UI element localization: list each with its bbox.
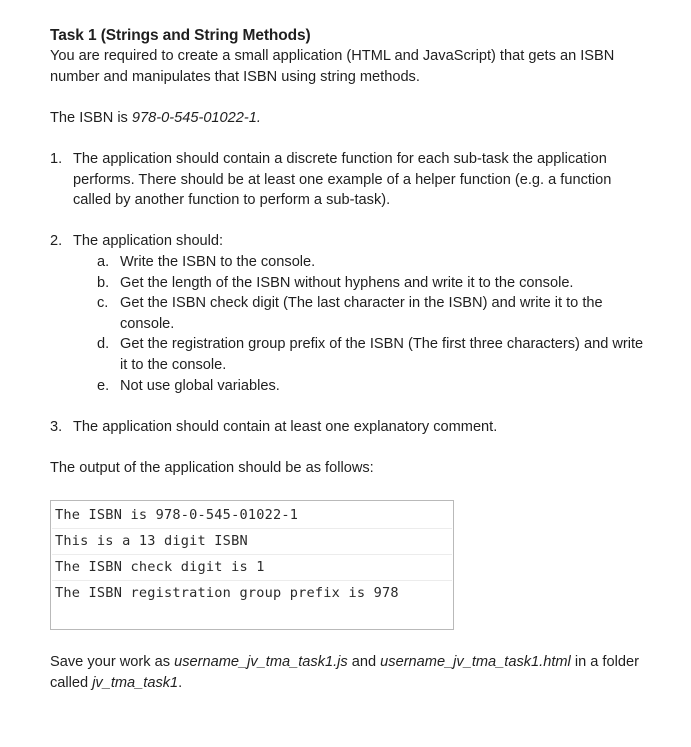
sub-list-letter: d. xyxy=(97,336,110,353)
list-text: The application should contain a discrete function for each sub-task the application performs. There should be at least one example of a helper function (e.g. a function called by another function to perform a sub-task). xyxy=(73,150,612,209)
sub-list-text: Get the ISBN check digit (The last character in the ISBN) and write it to the console. xyxy=(120,295,603,332)
sub-list-text: Not use global variables. xyxy=(120,377,280,394)
sub-list-item xyxy=(97,252,650,273)
task-document xyxy=(50,26,650,478)
output-intro: The output of the application should be as follows: xyxy=(50,459,374,476)
sub-list-text: Write the ISBN to the console. xyxy=(120,253,316,270)
sub-list-letter: c. xyxy=(97,295,109,312)
list-number: 3. xyxy=(50,418,63,435)
isbn-value: 978-0-545-01022-1. xyxy=(131,109,261,126)
console-output-box xyxy=(50,500,454,630)
isbn-statement xyxy=(50,108,650,129)
save-instructions xyxy=(50,652,650,693)
sub-list-letter: e. xyxy=(97,377,110,394)
list-number: 1. xyxy=(50,150,63,167)
sub-list-item xyxy=(97,273,650,294)
sub-list-text: Get the registration group prefix of the ISBN (The first three characters) and write it to the console. xyxy=(120,336,644,373)
folder-name: jv_tma_task1 xyxy=(92,674,179,691)
sub-list-letter: a. xyxy=(97,253,110,270)
js-filename: username_jv_tma_task1.js xyxy=(174,654,348,670)
footer-text: Save your work as xyxy=(50,654,175,670)
html-filename: username_jv_tma_task1.html xyxy=(380,654,571,670)
sub-list-item xyxy=(97,334,650,375)
page-title: Task 1 (Strings and String Methods) xyxy=(50,27,311,44)
console-line: The ISBN check digit is 1 xyxy=(52,555,452,581)
list-text: The application should: xyxy=(73,233,224,250)
list-number: 2. xyxy=(50,233,63,250)
isbn-prefix: The ISBN is xyxy=(50,109,132,126)
requirements-list xyxy=(50,149,650,437)
footer-text: . xyxy=(178,674,183,691)
console-line: The ISBN registration group prefix is 978 xyxy=(55,585,399,601)
list-item xyxy=(50,231,650,252)
footer-text: in a folder called xyxy=(50,654,639,691)
intro-paragraph: You are required to create a small application (HTML and JavaScript) that gets an ISBN number and manipulates that ISBN using string methods. xyxy=(50,48,615,85)
console-line: The ISBN is 978-0-545-01022-1 xyxy=(52,503,452,529)
sub-requirements-list xyxy=(97,252,650,396)
sub-list-item xyxy=(97,293,650,334)
sub-list-text: Get the length of the ISBN without hyphens and write it to the console. xyxy=(120,274,574,291)
list-item xyxy=(50,417,650,438)
list-item xyxy=(50,149,650,211)
sub-list-letter: b. xyxy=(97,274,110,291)
list-text: The application should contain at least one explanatory comment. xyxy=(73,418,498,435)
footer-text: and xyxy=(347,654,381,670)
console-line: This is a 13 digit ISBN xyxy=(52,529,452,555)
sub-list-item xyxy=(97,376,650,397)
